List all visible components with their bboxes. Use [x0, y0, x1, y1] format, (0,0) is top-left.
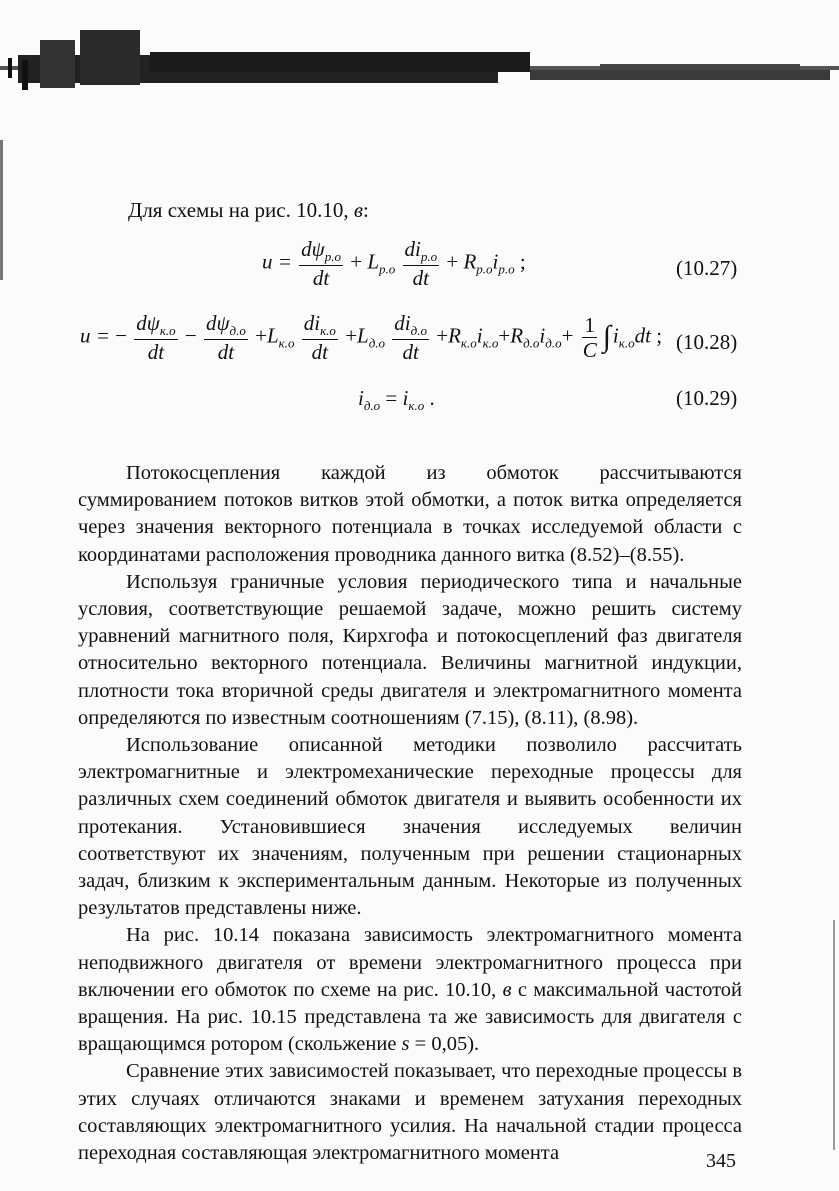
paragraph-4 [78, 922, 742, 1058]
scan-left-edge [0, 140, 3, 280]
equation-10-27: u = $\frac{d\psi_{р.о}}{dt}$ + $L_{р.о}$ $\frac{di_{р.о}}{dt}$ + $R_{р.о}i_{р.о}$ ; [262, 237, 526, 290]
body-text [78, 460, 742, 1167]
intro-colon: : [362, 198, 369, 222]
intro-text: Для схемы на рис. 10.10, [128, 198, 354, 222]
intro-variant: в [353, 198, 363, 222]
paragraph-5: Сравнение этих зависимостей показывает, что переходные процессы в этих случаях отличаются знаками и временем затухания переходных составляющих электромагнитного усилия. На начальной стадии процесса переходная составляющая электромагнитного момента [78, 1060, 742, 1165]
equation-number-10-29: (10.29) [676, 386, 738, 410]
scan-header-band [0, 0, 839, 110]
paragraph-1: Потокосцепления каждой из обмоток рассчитываются суммированием потоков витков этой обмотки, а поток витка определяется через значения векторного потенциала в точках исследуемой области с координатами расположения проводника данного витка (8.52)–(8.55). [78, 462, 742, 566]
equation-number-10-27: (10.27) [676, 256, 738, 280]
equation-number-10-28: (10.28) [676, 330, 738, 354]
scan-right-edge [833, 920, 835, 1150]
paragraph-4-part-1: На рис. 10.14 показана зависимость электромагнитного момента неподвижного двигателя от времени электромагнитного процесса при включении его обмоток по схеме на рис. 10.10, [78, 924, 742, 1001]
equation-10-29: $i_{д.о} = i_{к.о}$ . [358, 386, 435, 414]
paragraph-4-part-2: с максимальной частотой вращения. На рис. 10.15 представлена та же зависимость для двигателя с вращающимся ротором (скольжение [78, 978, 742, 1056]
paragraph-4-variant: в [502, 978, 512, 1001]
paragraph-2: Используя граничные условия периодического типа и начальные условия, соответствующие решаемой задаче, можно решить систему уравнений магнитного поля, Кирхгофа и потокосцеплений фаз двигателя относительно векторного потенциала. Величины магнитной индукции, плотности тока вторичной среды двигателя и электромагнитного момента определяются по известным соотношениям (7.15), (8.11), (8.98). [78, 570, 742, 729]
paragraph-4-part-3: = 0,05). [409, 1033, 480, 1056]
equation-10-28: u = − $\frac{d\psi_{к.о}}{dt}$ − $\frac{d\psi_{д.о}}{dt}$ $+L_{к.о}$ $\frac{di_{к.о}}{dt}$ $+L_{д.о}$ $\frac{di_{д.о}}{dt}$ $+R_{к.о}i_{к.о}+R_{д.о}i_{д.о}+$ $\frac{1}{C}$ $\int i_{к.о}dt$ ; [80, 311, 663, 364]
paragraph-3: Использование описанной методики позволило рассчитать электромагнитные и электромеханические переходные процессы для различных схем соединений обмоток двигателя и выявить особенности их протекания. Установившиеся значения исследуемых величин соответствуют их значениям, полученным при решении стационарных задач, близким к экспериментальным данным. Некоторые из полученных результатов представлены ниже. [78, 734, 742, 920]
intro-line [128, 198, 369, 223]
page-number: 345 [706, 1150, 736, 1172]
slip-symbol: s [401, 1033, 410, 1056]
